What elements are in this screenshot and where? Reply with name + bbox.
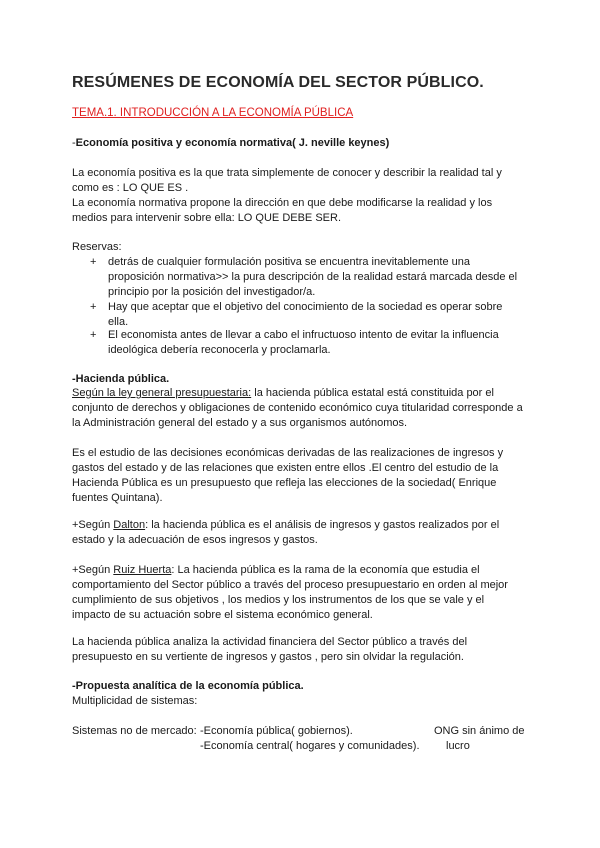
bullet-marker: + [90, 329, 97, 341]
bullet-marker: + [90, 301, 97, 313]
bullet-marker: + [90, 256, 97, 268]
section-heading-propuesta: -Propuesta analítica de la economía pública. [72, 680, 304, 692]
paragraph-line: como es : LO QUE ES . [72, 182, 189, 194]
bullet-line: Hay que aceptar que el objetivo del conocimiento de la sociedad es operar sobre [108, 301, 503, 313]
paragraph-line: fuentes Quintana). [72, 492, 163, 504]
ong-label: ONG sin ánimo de [434, 725, 525, 737]
paragraph-line: Hacienda Pública es un presupuesto que refleja las elecciones de la sociedad( Enrique [72, 477, 497, 489]
bullet-line: principio por la posición del investigador/a. [108, 286, 316, 298]
paragraph-line: la Administración general del estado y a sus organismos autónomos. [72, 417, 408, 429]
paragraph-line: La economía normativa propone la dirección en que debe modificarse la realidad y los [72, 197, 493, 209]
paragraph-line: presupuesto en su vertiente de ingresos y gastos , pero sin olvidar la regulación. [72, 651, 464, 663]
paragraph-line: conjunto de derechos y obligaciones de contenido económico cuya titularidad corresponde a [72, 402, 523, 414]
bullet-line: detrás de cualquier formulación positiva se encuentra inevitablemente una [108, 256, 470, 268]
ruiz-huerta-line: +Según Ruiz Huerta: La hacienda pública es la rama de la economía que estudia el [72, 564, 480, 576]
systems-item: -Economía central( hogares y comunidades). [200, 740, 420, 752]
section-heading-hacienda: -Hacienda pública. [72, 373, 170, 385]
paragraph-line: La hacienda pública analiza la actividad financiera del Sector público a través del [72, 636, 468, 648]
law-definition-line: Según la ley general presupuestaria: la hacienda pública estatal está constituida por el [72, 387, 494, 399]
paragraph-line: gastos del estado y de las relaciones que existen entre ellos .El centro del estudio de la [72, 462, 499, 474]
dalton-line: +Según Dalton: la hacienda pública es el análisis de ingresos y gastos realizados por el [72, 519, 500, 531]
bullet-line: El economista antes de llevar a cabo el infructuoso intento de evitar la influencia [108, 329, 499, 341]
topic-heading[interactable]: TEMA.1. INTRODUCCIÓN A LA ECONOMÍA PÚBLICA [72, 107, 354, 119]
ong-label: lucro [446, 740, 470, 752]
paragraph-line: medios para intervenir sobre ella: LO QUE DEBE SER. [72, 212, 342, 224]
section-heading-economia: -Economía positiva y economía normativa( J. neville keynes) [72, 137, 390, 149]
bullet-line: proposición normativa>> la pura descripción de la realidad estará marcada desde el [108, 271, 518, 283]
systems-label: Sistemas no de mercado: [72, 725, 197, 737]
document-title: RESÚMENES DE ECONOMÍA DEL SECTOR PÚBLICO. [72, 74, 484, 91]
reservas-label: Reservas: [72, 241, 122, 253]
bullet-line: ideológica debería reconocerla y proclamarla. [108, 344, 331, 356]
systems-item: -Economía pública( gobiernos). [200, 725, 353, 737]
paragraph-line: La economía positiva es la que trata simplemente de conocer y describir la realidad tal y [72, 167, 502, 179]
paragraph-line: impacto de su actuación sobre el sistema económico general. [72, 609, 373, 621]
paragraph-line: Es el estudio de las decisiones económicas derivadas de las realizaciones de ingresos y [72, 447, 504, 459]
paragraph-line: comportamiento del Sector público a través del proceso presupuestario en orden al mejor [72, 579, 508, 591]
paragraph-line: Multiplicidad de sistemas: [72, 695, 198, 707]
bullet-line: ella. [108, 316, 129, 328]
paragraph-line: cumplimiento de sus objetivos , los medios y los instrumentos de los que se vale y el [72, 594, 485, 606]
paragraph-line: estado y la adecuación de esos ingresos y gastos. [72, 534, 318, 546]
